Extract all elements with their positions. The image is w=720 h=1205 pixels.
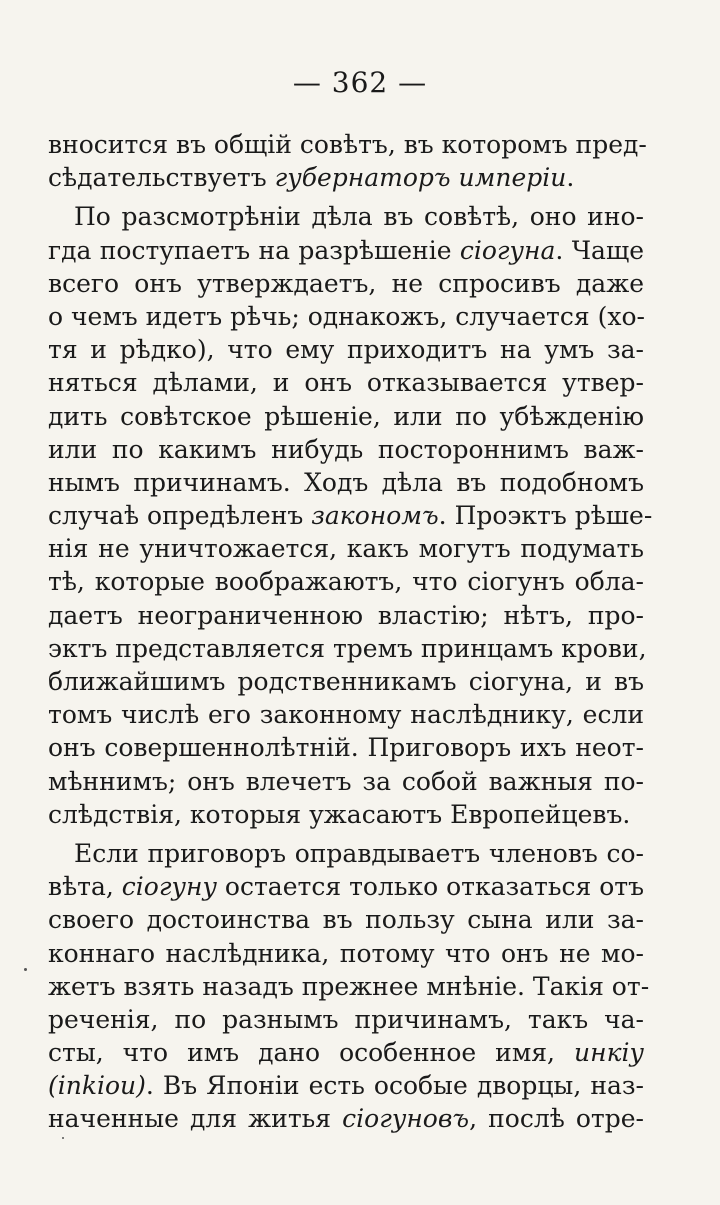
text-line: гда поступаетъ на разрѣшеніе сіогуна. Чаще (48, 235, 644, 265)
page-number: — 362 — (292, 66, 428, 99)
text-line: мѣннимъ; онъ влечетъ за собой важныя по- (48, 766, 644, 796)
text-line: нія не уничтожается, какъ могутъ подумать (48, 534, 644, 564)
text-line: дить совѣтское рѣшеніе, или по убѣжденію (48, 401, 644, 431)
text-line: онъ совершеннолѣтній. Приговоръ ихъ неот- (48, 733, 644, 763)
text-line: вносится въ общій совѣтъ, въ которомъ пред- (48, 130, 647, 159)
text-line: ближайшимъ родственникамъ сіогуна, и въ (48, 667, 644, 696)
text-line: По разсмотрѣніи дѣла въ совѣтѣ, оно ино- (74, 202, 644, 232)
text-line: даетъ неограниченною властію; нѣтъ, про- (48, 600, 644, 630)
text-line: реченія, по разнымъ причинамъ, такъ ча- (48, 1004, 644, 1034)
text-line: вѣта, сіогуну остается только отказаться отъ (48, 872, 644, 902)
text-line: нымъ причинамъ. Ходъ дѣла въ подобномъ (48, 467, 644, 497)
text-line: тѣ, которые воображаютъ, что сіогунъ обла- (48, 567, 644, 597)
text-line: томъ числѣ его законному наслѣднику, если (48, 700, 644, 730)
text-line: наченные для житья сіогуновъ, послѣ отре- (48, 1104, 645, 1134)
text-line: (inkiou). Въ Японіи есть особые дворцы, наз- (48, 1071, 644, 1101)
body-text (48, 128, 653, 1136)
text-line: или по какимъ нибудь постороннимъ важ- (48, 434, 644, 464)
text-line: о чемъ идетъ рѣчь; однакожъ, случается (хо- (48, 301, 645, 331)
text-line: жетъ взять назадъ прежнее мнѣніе. Такія от- (48, 971, 650, 1001)
text-line: слѣдствія, которыя ужасаютъ Европейцевъ. (48, 799, 631, 829)
text-line: коннаго наслѣдника, потому что онъ не мо- (48, 938, 644, 968)
text-line: всего онъ утверждаетъ, не спросивъ даже (48, 268, 644, 298)
text-line: няться дѣлами, и онъ отказывается утвер- (48, 368, 644, 398)
ink-speck (24, 968, 27, 971)
text-line: случаѣ опредѣленъ закономъ. Проэктъ рѣше- (48, 501, 653, 531)
text-line: сты, что имъ дано особенное имя, инкіу (48, 1038, 644, 1068)
text-line: Если приговоръ оправдываетъ членовъ со- (74, 838, 644, 868)
text-line: сѣдательствуетъ губернаторъ имперіи. (48, 163, 575, 193)
text-line: тя и рѣдко), что ему приходитъ на умъ за- (48, 335, 644, 365)
text-line: своего достоинства въ пользу сына или за- (48, 905, 644, 935)
text-line: эктъ представляется тремъ принцамъ крови, (48, 633, 647, 663)
ink-speck (62, 1137, 64, 1139)
